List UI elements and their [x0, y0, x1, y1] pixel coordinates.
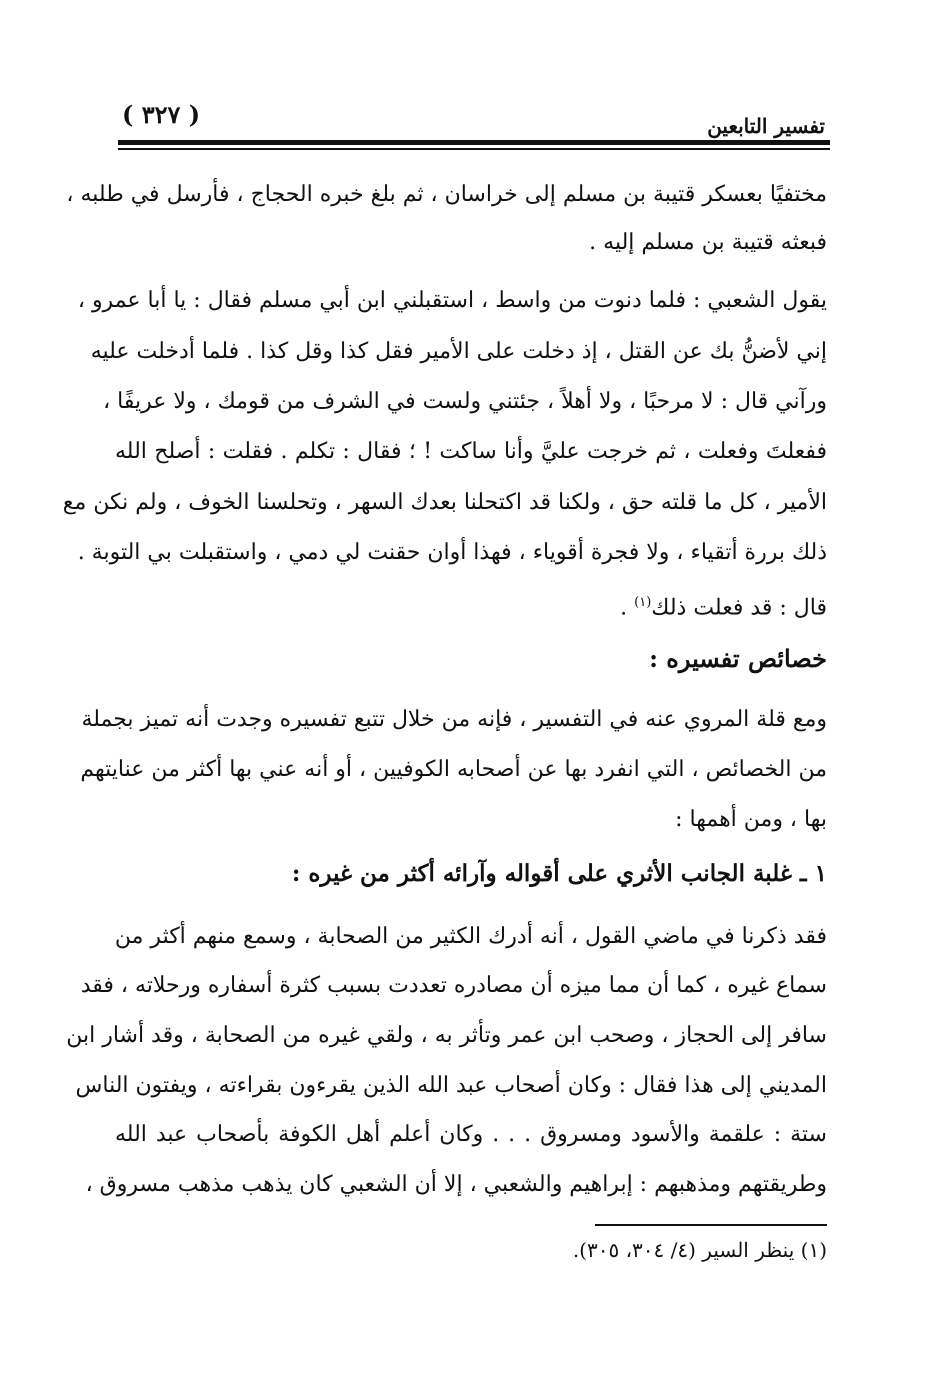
text-line: فبعثه قتيبة بن مسلم إليه .	[589, 230, 827, 255]
subsection-heading: ١ ـ غلبة الجانب الأثري على أقواله وآرائه أكثر من غيره :	[291, 860, 827, 887]
text-line: مختفيًا بعسكر قتيبة بن مسلم إلى خراسان ، ثم بلغ خبره الحجاج ، فأرسل في طلبه ،	[66, 182, 827, 207]
text-line: فقد ذكرنا في ماضي القول ، أنه أدرك الكثير من الصحابة ، وسمع منهم أكثر من	[114, 924, 827, 949]
section-heading: خصائص تفسيره :	[649, 644, 827, 673]
page-number: ( ٣٢٧ )	[122, 100, 201, 129]
running-header-title: تفسير التابعين	[707, 114, 825, 138]
text-line: ومع قلة المروي عنه في التفسير ، فإنه من خلال تتبع تفسيره وجدت أنه تميز بجملة	[81, 707, 827, 732]
text-line: إني لأضنُّ بك عن القتل ، إذ دخلت على الأمير فقل كذا وقل كذا . فلما أدخلت عليه	[90, 339, 827, 364]
header-rule-thick	[118, 140, 830, 145]
footnote-reference: (١)	[634, 595, 652, 610]
text-line: من الخصائص ، التي انفرد بها عن أصحابه الكوفيين ، أو أنه عني بها أكثر من عنايتهم	[80, 757, 827, 782]
footnote-rule	[595, 1224, 827, 1226]
text-line: ورآني قال : لا مرحبًا ، ولا أهلاً ، جئتني ولست في الشرف من قومك ، ولا عريفًا ،	[103, 389, 827, 414]
text-line: سافر إلى الحجاز ، وصحب ابن عمر وتأثر به ، ولقي غيره من الصحابة ، وقد أشار ابن	[66, 1023, 827, 1048]
text-line: ففعلتَ وفعلت ، ثم خرجت عليَّ وأنا ساكت ! ؛ فقال : تكلم . فقلت : أصلح الله	[115, 439, 827, 464]
text-line: الأمير ، كل ما قلته حق ، ولكنا قد اكتحلنا بعدك السهر ، وتحلسنا الخوف ، ولم نكن مع	[62, 490, 827, 515]
text-line: وطريقتهم ومذهبهم : إبراهيم والشعبي ، إلا أن الشعبي كان يذهب مذهب مسروق ،	[85, 1172, 827, 1197]
text-line: بها ، ومن أهمها :	[675, 807, 827, 832]
line-end: .	[620, 595, 635, 621]
text-line: ذلك بررة أتقياء ، ولا فجرة أقوياء ، فهذا أوان حقنت لي دمي ، واستقبلت بي التوبة .	[77, 540, 827, 565]
text-line: المديني إلى هذا فقال : وكان أصحاب عبد الله الذين يقرءون بقراءته ، ويفتون الناس	[75, 1073, 827, 1098]
text-line: يقول الشعبي : فلما دنوت من واسط ، استقبلني ابن أبي مسلم فقال : يا أبا عمرو ،	[77, 288, 827, 313]
text-line: قال : قد فعلت ذلك	[651, 595, 827, 621]
text-line: ستة : علقمة والأسود ومسروق . . . وكان أعلم أهل الكوفة بأصحاب عبد الله	[115, 1122, 827, 1147]
text-line-with-footnote	[115, 588, 827, 623]
footnote: (١) ينظر السير (٤/ ٣٠٤، ٣٠٥).	[572, 1238, 827, 1262]
text-line: سماع غيره ، كما أن مما ميزه أن مصادره تعددت بسبب كثرة أسفاره ورحلاته ، فقد	[80, 973, 827, 998]
header-rule-thin	[118, 148, 830, 150]
